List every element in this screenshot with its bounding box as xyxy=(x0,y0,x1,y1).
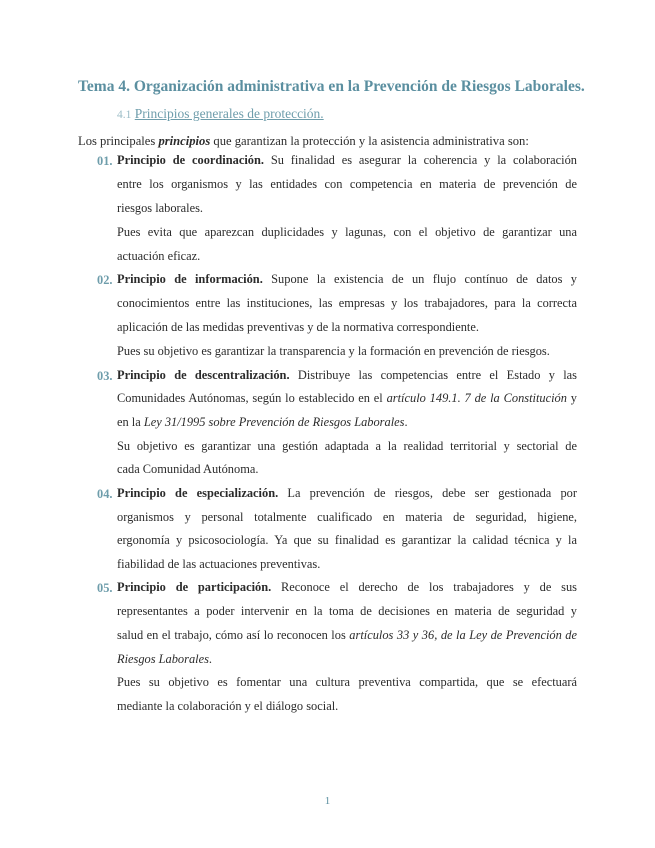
line-text: representantes a poder intervenir en la toma de decisiones en materia de seguridad y xyxy=(117,604,577,618)
list-item-line xyxy=(117,343,577,360)
list-item-number: 01. xyxy=(97,154,113,168)
principle-name: Principio de información. xyxy=(117,272,263,286)
list-item-line xyxy=(117,698,577,715)
list-item-line xyxy=(117,390,577,407)
line-text: conocimientos entre las instituciones, las empresas y los trabajadores, para la correcta xyxy=(117,296,577,310)
line-text: Su finalidad es asegurar la coherencia y la colaboración xyxy=(263,153,577,167)
list-item-line xyxy=(117,319,577,336)
list-item-line xyxy=(117,556,577,573)
line-text: entre los organismos y las entidades con competencia en materia de prevención de xyxy=(117,177,577,191)
list-item-line xyxy=(117,414,577,431)
list-item-line xyxy=(117,271,577,288)
intro-emphasis: principios xyxy=(158,134,211,148)
section-title-link[interactable]: Principios generales de protección. xyxy=(134,106,324,121)
legal-reference: artículos 33 y 36, de la Ley de Prevención de xyxy=(349,628,578,642)
line-text: cada Comunidad Autónoma. xyxy=(117,462,259,476)
line-text: . xyxy=(404,415,408,429)
line-text: Pues su objetivo es fomentar una cultura preventiva compartida, que se efectuará xyxy=(117,675,577,689)
intro-text-before: Los principales xyxy=(78,134,159,148)
line-text: organismos y personal totalmente cualificado en materia de seguridad, higiene, xyxy=(117,510,577,524)
list-item-line xyxy=(117,651,577,668)
principle-name: Principio de participación. xyxy=(117,580,272,594)
line-text: Su objetivo es garantizar una gestión adaptada a la realidad territorial y sectorial de xyxy=(117,439,577,453)
list-item-line xyxy=(117,200,577,217)
list-item-line xyxy=(117,461,577,478)
list-item-line xyxy=(117,674,577,691)
line-text: riesgos laborales. xyxy=(117,201,204,215)
line-text: en la xyxy=(117,415,144,429)
line-text: mediante la colaboración y el diálogo social. xyxy=(117,699,339,713)
legal-reference: Riesgos Laborales xyxy=(117,652,209,666)
line-text: Comunidades Autónomas, según lo establecido en el xyxy=(117,391,387,405)
line-text: ergonomía y psicosociología. Ya que su finalidad es garantizar la calidad técnica y la xyxy=(117,533,577,547)
list-item-line xyxy=(117,438,577,455)
list-item-number: 03. xyxy=(97,369,113,383)
list-item-line xyxy=(117,248,577,265)
line-text: Distribuye las competencias entre el Estado y las xyxy=(289,368,578,382)
list-item-line xyxy=(117,603,577,620)
list-item-line xyxy=(117,152,577,169)
list-item-line xyxy=(117,579,577,596)
legal-reference: artículo 149.1. 7 de la Constitución xyxy=(386,391,567,405)
principle-name: Principio de especialización. xyxy=(117,486,279,500)
list-item-line xyxy=(117,485,577,502)
list-item-number: 05. xyxy=(97,581,113,595)
list-item-line xyxy=(117,532,577,549)
line-text: Supone la existencia de un flujo contínuo de datos y xyxy=(262,272,577,286)
principle-name: Principio de descentralización. xyxy=(117,368,290,382)
list-item-line xyxy=(117,627,577,644)
line-text: y xyxy=(566,391,578,405)
line-text: . xyxy=(208,652,213,666)
list-item-line xyxy=(117,367,577,384)
line-text: salud en el trabajo, cómo así lo reconocen los xyxy=(117,628,350,642)
list-item-number: 04. xyxy=(97,487,113,501)
list-item-number: 02. xyxy=(97,273,113,287)
page-title: Tema 4. Organización administrativa en la Prevención de Riesgos Laborales. xyxy=(78,78,585,95)
page-number: 1 xyxy=(324,795,331,807)
line-text: Pues evita que aparezcan duplicidades y lagunas, con el objetivo de garantizar una xyxy=(117,225,577,239)
list-item-line xyxy=(117,509,577,526)
legal-reference: Ley 31/1995 sobre Prevención de Riesgos Laborales xyxy=(143,415,405,429)
list-item-line xyxy=(117,224,577,241)
line-text: Reconoce el derecho de los trabajadores y de sus xyxy=(271,580,577,594)
line-text: La prevención de riesgos, debe ser gestionada por xyxy=(278,486,577,500)
line-text: fiabilidad de las actuaciones preventivas. xyxy=(117,557,321,571)
section-number: 4.1 xyxy=(117,109,132,121)
intro-text-after: que garantizan la protección y la asistencia administrativa son: xyxy=(210,134,529,148)
principle-name: Principio de coordinación. xyxy=(117,153,264,167)
line-text: Pues su objetivo es garantizar la transparencia y la formación en prevención de riesgos. xyxy=(117,344,550,358)
line-text: aplicación de las medidas preventivas y de la normativa correspondiente. xyxy=(117,320,479,334)
line-text: actuación eficaz. xyxy=(117,249,201,263)
section-subheading xyxy=(117,106,324,122)
intro-paragraph xyxy=(78,134,529,149)
list-item-line xyxy=(117,176,577,193)
list-item-line xyxy=(117,295,577,312)
